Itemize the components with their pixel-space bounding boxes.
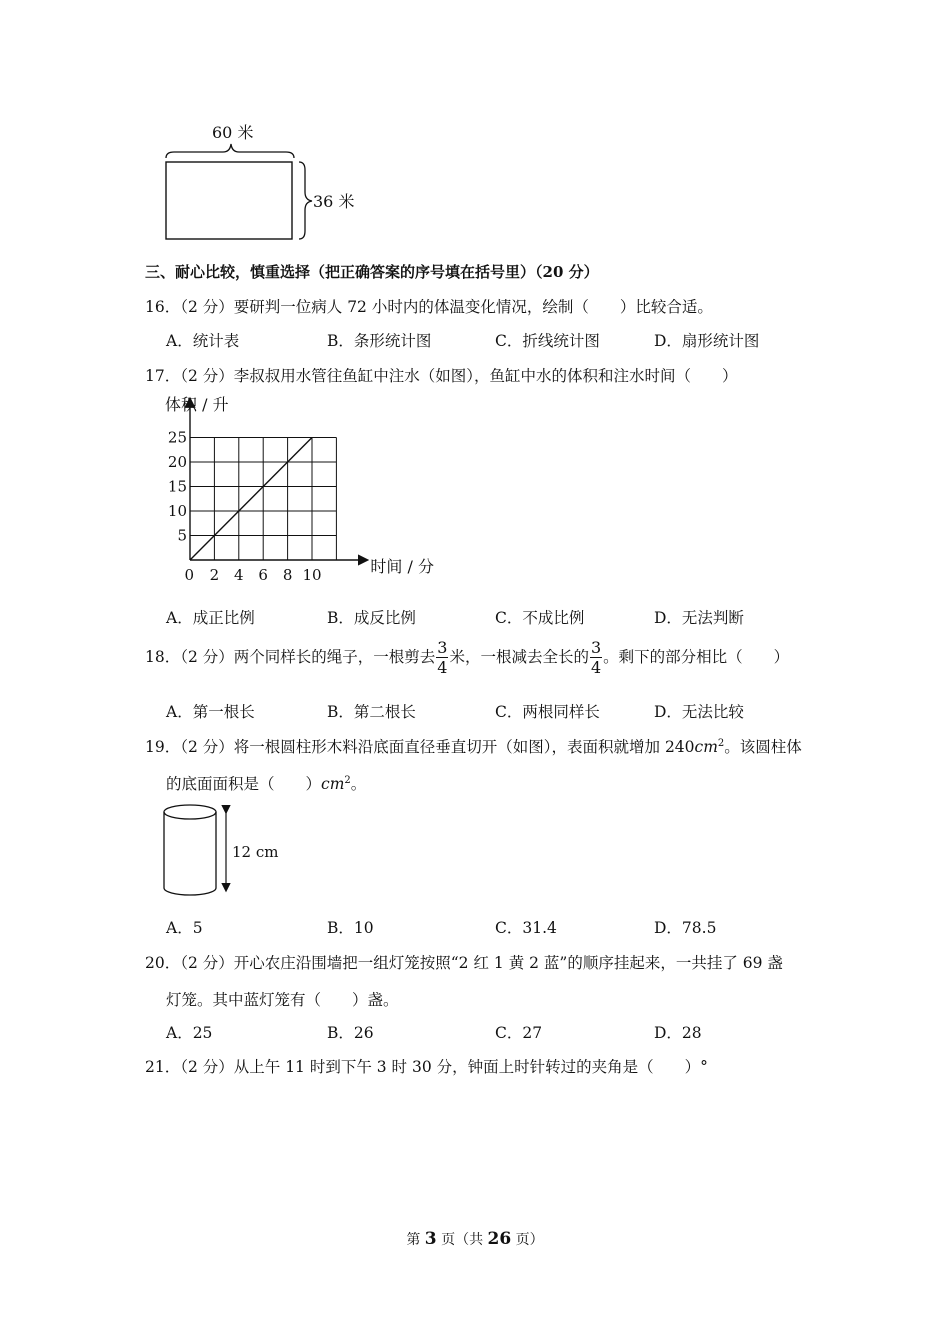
footer-total-pages: 26 [487,1229,512,1249]
q19-option-a[interactable]: A．5 [166,919,203,937]
q19-line1-end: 。该圆柱体 [724,738,802,756]
rectangle-figure [160,118,370,246]
q19-option-c[interactable]: C．31.4 [495,919,557,937]
cylinder-height-label: 12 cm [232,843,279,861]
fraction-1 [436,640,448,676]
question-20-line-1: 20．（2 分）开心农庄沿围墙把一组灯笼按照“2 红 1 黄 2 蓝”的顺序挂起来，一共挂了 69 盏 [145,954,783,972]
q20-option-c[interactable]: C．27 [495,1024,543,1042]
q18-middle: 米，一根减去全长的 [449,648,589,666]
fraction-1-numerator: 3 [437,638,448,657]
q17-option-d[interactable]: D．无法判断 [654,609,744,627]
unit-exponent: 2 [717,737,725,749]
q20-option-d[interactable]: D．28 [654,1024,702,1042]
y-axis-label: 体积 / 升 [165,395,229,414]
top-brace [166,144,294,158]
y-tick-label: 10 [167,502,187,520]
q19-line1: 19．（2 分）将一根圆柱形木料沿底面直径垂直切开（如图），表面积就增加 240 [145,738,695,756]
footer-mid: 页（共 [436,1232,488,1248]
section-title: 三、耐心比较，慎重选择（把正确答案的序号填在括号里）（20 分） [145,263,599,281]
q16-option-b[interactable]: B．条形统计图 [327,332,432,350]
fraction-1-denominator: 4 [437,658,448,677]
q16-option-c[interactable]: C．折线统计图 [495,332,600,350]
q18-prefix: 18．（2 分）两个同样长的绳子，一根剪去 [145,648,436,666]
unit-cm-2: cm [321,775,345,793]
q19-line2: 的底面面积是（ ） [166,775,322,793]
footer-pre: 第 [406,1232,425,1248]
fraction-2-numerator: 3 [590,638,602,657]
y-tick-label: 5 [177,526,187,545]
y-tick-label: 15 [167,477,187,496]
right-brace [299,162,312,239]
fraction-2-denominator: 4 [590,658,602,677]
footer-page-number: 3 [424,1229,437,1249]
q17-option-a[interactable]: A．成正比例 [166,609,255,627]
footer-post: 页） [511,1232,544,1248]
x-tick-label: 2 [209,566,220,584]
q16-option-a[interactable]: A．统计表 [166,332,240,350]
x-axis-label: 时间 / 分 [370,557,434,576]
unit-cm: cm [694,738,718,756]
q19-line2-end: 。 [350,775,367,793]
series-line [190,438,312,561]
cylinder-figure [160,800,300,900]
unit-exponent-2: 2 [344,774,351,786]
q20-option-a[interactable]: A．25 [166,1024,213,1042]
page-footer [0,1229,950,1249]
volume-time-chart [155,390,455,590]
q20-option-b[interactable]: B．26 [327,1024,374,1042]
q18-option-b[interactable]: B．第二根长 [327,703,416,721]
q18-option-d[interactable]: D．无法比较 [654,703,744,721]
q19-option-d[interactable]: D．78.5 [654,919,717,937]
q18-option-a[interactable]: A．第一根长 [166,703,255,721]
q19-option-b[interactable]: B．10 [327,919,374,937]
question-17: 17．（2 分）李叔叔用水管往鱼缸中注水（如图），鱼缸中水的体积和注水时间（ ） [145,367,738,385]
q18-suffix: 。剩下的部分相比（ ） [603,648,790,666]
question-19-line-2 [166,772,366,794]
fraction-2 [590,640,602,676]
chart-series [190,438,312,561]
width-label: 60 米 [212,123,254,142]
question-20-line-2: 灯笼。其中蓝灯笼有（ ）盏。 [166,991,399,1009]
x-tick-label: 6 [258,566,268,584]
question-18 [145,640,789,676]
x-tick-label: 0 [184,566,194,584]
question-21: 21．（2 分）从上午 11 时到下午 3 时 30 分，钟面上时针转过的夹角是（ ）° [145,1058,708,1076]
height-label: 36 米 [313,192,355,211]
q17-option-b[interactable]: B．成反比例 [327,609,416,627]
y-tick-label: 25 [167,428,187,447]
question-16: 16．（2 分）要研判一位病人 72 小时内的体温变化情况，绘制（ ）比较合适。 [145,298,713,316]
q18-option-c[interactable]: C．两根同样长 [495,703,600,721]
question-19-line-1 [145,735,802,757]
x-tick-label: 8 [282,566,293,584]
x-tick-label: 4 [234,566,244,584]
q16-option-d[interactable]: D．扇形统计图 [654,332,760,350]
rectangle [166,162,292,239]
chart-grid [190,438,336,561]
x-tick-label: 10 [302,566,322,584]
q17-option-c[interactable]: C．不成比例 [495,609,585,627]
y-tick-label: 20 [167,453,187,471]
